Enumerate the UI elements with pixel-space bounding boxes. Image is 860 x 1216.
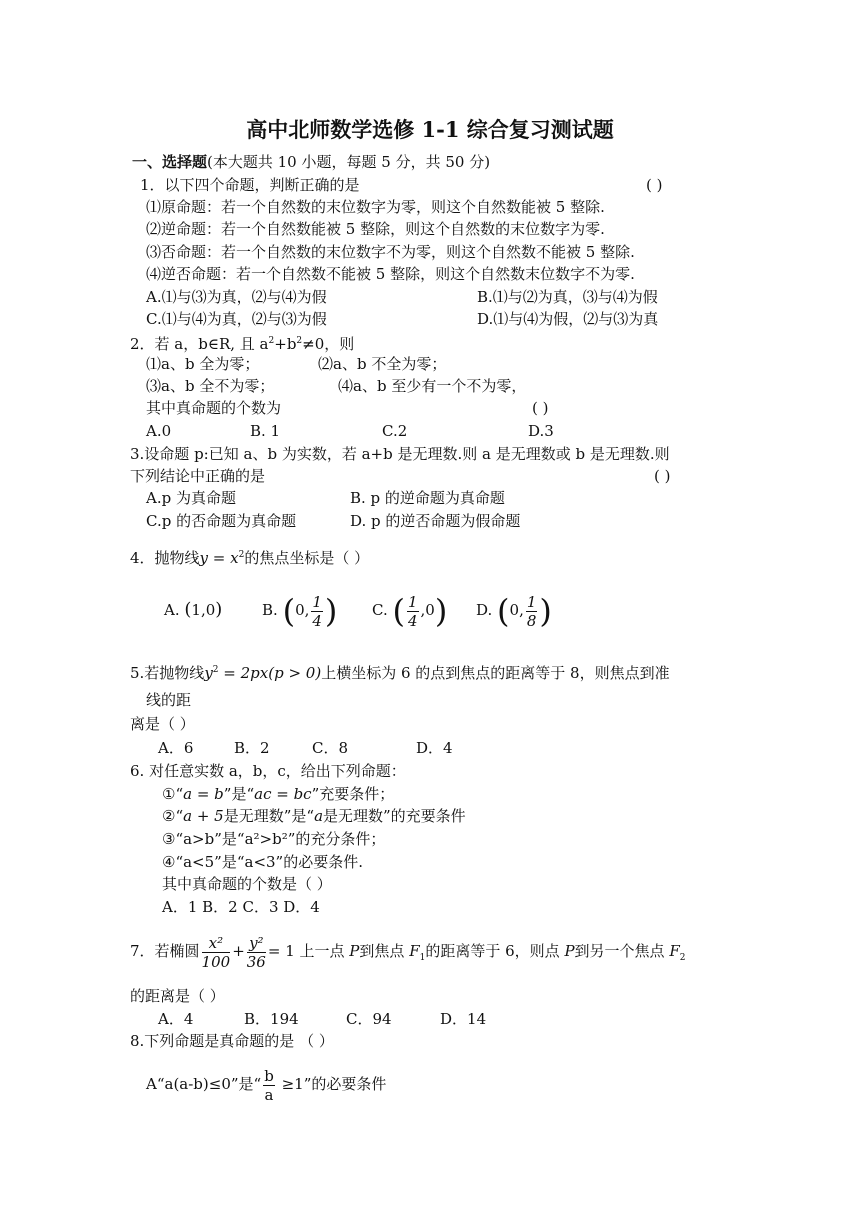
q5-pre: 5.若抛物线 <box>130 664 205 682</box>
q5-stem <box>130 660 670 683</box>
q4-d-den: 8 <box>526 611 537 630</box>
q7-point-p: P <box>349 942 360 960</box>
q6-i2-c: 是无理数”的充要条件 <box>323 807 466 825</box>
q8-a-post: ≥1”的必要条件 <box>276 1075 387 1093</box>
q5-sup: 2 <box>212 665 219 675</box>
q7-line-2: 的距离是（ ） <box>130 987 225 1005</box>
q6-stem: 6. 对任意实数 a，b，c，给出下列命题： <box>130 762 406 780</box>
q3-line-1: 3.设命题 p:已知 a、b 为实数，若 a+b 是无理数.则 a 是无理数或 b 是无理数.则 <box>130 445 670 463</box>
q2-sup-b: 2 <box>296 336 303 346</box>
q7-d1: 100 <box>201 952 231 971</box>
q6-i1-math2: ac = bc <box>254 785 312 803</box>
q5-eq-b: = 2px(p > 0) <box>218 664 322 682</box>
q6-i2-math2: a <box>314 807 324 825</box>
q7-fraction-x <box>202 934 231 971</box>
q7-focus-f2: F <box>669 942 680 960</box>
q1-item-1: ⑴原命题：若一个自然数的末位数字为零，则这个自然数能被 5 整除. <box>146 198 605 216</box>
section-label: 一、选择题 <box>132 153 208 171</box>
q4-option-b-label: B. <box>262 601 278 619</box>
q1-option-c: C.⑴与⑷为真，⑵与⑶为假 <box>146 310 327 328</box>
q4-option-a-value: 1,0 <box>191 601 216 619</box>
q3-line-2: 下列结论中正确的是 <box>130 467 266 485</box>
q6-i2-a: ②“ <box>162 807 184 825</box>
q4-stem <box>130 545 369 568</box>
q7-y2: y² <box>247 934 266 953</box>
q4-option-c-open: ( <box>392 592 405 630</box>
q6-item-4: ④“a<5”是“a<3”的必要条件. <box>162 853 363 871</box>
q5-option-a: A．6 <box>158 739 194 757</box>
q1-answer-paren: ( ) <box>646 176 663 194</box>
q4-option-c-fraction <box>407 593 419 630</box>
q4-option-d-close: ) <box>539 592 552 630</box>
q3-option-d: D. p 的逆否命题为假命题 <box>350 512 521 530</box>
q4-option-b-close: ) <box>324 592 338 630</box>
q2-stem <box>130 331 354 354</box>
q1-option-d: D.⑴与⑷为假，⑵与⑶为真 <box>477 310 659 328</box>
q5-option-b: B．2 <box>234 739 270 757</box>
q4-equation: y = x <box>199 549 239 567</box>
q7-point-p-2: P <box>564 942 575 960</box>
q4-option-a-close: ) <box>215 599 223 620</box>
q7-focus-f1: F <box>409 942 420 960</box>
q8-den: a <box>264 1085 274 1104</box>
q4-option-a-open: ( <box>184 599 192 620</box>
q7-stem: 7．若椭圆 $\frac{\text{x²}}{100}$ + $\frac{\text{y²}}{36}$ = 1 上一点 P到焦点 $F_1$的距离等于 6，则点 P到另一个焦点 $F_2$ <box>130 933 686 971</box>
q8-fraction <box>263 1067 275 1104</box>
q7-option-a: A．4 <box>158 1010 194 1028</box>
q6-item-1 <box>162 784 394 804</box>
q1-item-4: ⑷逆否命题：若一个自然数不能被 5 整除，则这个自然数末位数字不为零. <box>146 265 635 283</box>
q4-option-c <box>372 588 447 633</box>
q6-i1-math1: a = b <box>183 785 224 803</box>
q5-post: 上横坐标为 6 的点到焦点的距离等于 8，则焦点到准 <box>321 664 670 682</box>
q8-stem: 8.下列命题是真命题的是 （ ） <box>130 1032 334 1050</box>
q6-i1-a: ①“ <box>162 785 184 803</box>
q4-stem-a: 4．抛物线 <box>130 549 200 567</box>
q4-d-num: 1 <box>526 592 537 611</box>
q2-item-2: ⑵a、b 不全为零； <box>318 355 447 373</box>
q7-x2: x² <box>202 934 231 953</box>
q2-option-b: B. 1 <box>250 422 281 440</box>
q2-stem-b: +b <box>274 335 297 353</box>
q6-options: A．1 B．2 C．3 D．4 <box>162 898 320 916</box>
q7-sub-2: 2 <box>679 953 686 963</box>
q7-option-b: B．194 <box>244 1010 299 1028</box>
q3-option-c: C.p 的否命题为真命题 <box>146 512 297 530</box>
section-note: (本大题共 10 小题，每题 5 分，共 50 分) <box>207 153 491 171</box>
q6-ask: 其中真命题的个数是（ ） <box>162 875 332 893</box>
q2-stem-a: 2．若 a，b∈R, 且 a <box>130 335 269 353</box>
q4-option-c-label: C. <box>372 601 388 619</box>
q4-option-d <box>476 588 552 633</box>
q7-fraction-y <box>247 934 266 971</box>
q2-item-3: ⑶a、b 全不为零； <box>146 377 275 395</box>
q4-option-c-close: ) <box>434 592 448 630</box>
q4-b-den: 4 <box>312 611 322 630</box>
q5-option-c: C．8 <box>312 739 349 757</box>
q6-i2-b: 是无理数”是“ <box>223 807 315 825</box>
q4-sup: 2 <box>238 550 245 560</box>
q2-sup-a: 2 <box>268 336 275 346</box>
q7-option-d: D．14 <box>440 1010 487 1028</box>
q5-line-2: 线的距 <box>146 691 192 709</box>
q4-b-num: 1 <box>312 592 322 611</box>
q4-stem-b: 的焦点坐标是（ ） <box>244 549 370 567</box>
q7-d2: 36 <box>246 952 266 971</box>
q1-stem: 1．以下四个命题，判断正确的是 <box>140 176 360 194</box>
q4-option-d-pre: 0, <box>509 601 524 619</box>
q4-option-d-open: ( <box>497 592 510 630</box>
q2-stem-c: ≠0，则 <box>302 335 355 353</box>
q8-option-a <box>146 1062 386 1106</box>
q7-t2: 的距离等于 6，则点 <box>425 942 560 960</box>
q5-eq-a: y <box>204 664 213 682</box>
q4-option-b-fraction <box>311 593 323 630</box>
q4-option-a <box>164 600 222 620</box>
q8-num: b <box>264 1066 274 1085</box>
section-heading <box>132 152 490 172</box>
q4-option-b <box>262 588 337 633</box>
q4-c-den: 4 <box>407 611 418 630</box>
q2-option-a: A.0 <box>146 422 172 440</box>
q1-item-3: ⑶否命题：若一个自然数的末位数字不为零，则这个自然数不能被 5 整除. <box>146 243 635 261</box>
q6-i1-b: ”是“ <box>223 785 255 803</box>
q2-option-c: C.2 <box>382 422 408 440</box>
q6-i1-c: ”充要条件； <box>311 785 395 803</box>
q4-option-b-pre: 0, <box>295 601 310 619</box>
q7-pre: 7．若椭圆 <box>130 942 200 960</box>
q4-option-c-post: ,0 <box>420 601 435 619</box>
q2-option-d: D.3 <box>528 422 554 440</box>
q3-option-b: B. p 的逆命题为真命题 <box>350 489 505 507</box>
q5-line-3: 离是（ ） <box>130 715 195 733</box>
q8-a-pre: A“a(a-b)≤0”是“ <box>146 1075 262 1093</box>
q7-t1: 到焦点 <box>359 942 405 960</box>
q3-option-a: A.p 为真命题 <box>146 489 236 507</box>
q1-option-b: B.⑴与⑵为真，⑶与⑷为假 <box>477 288 658 306</box>
q7-mid: = 1 上一点 <box>267 942 345 960</box>
q7-sub-1: 1 <box>419 953 426 963</box>
page-title: 高中北师数学选修 1-1 综合复习测试题 <box>246 117 614 142</box>
q1-option-a: A.⑴与⑶为真，⑵与⑷为假 <box>146 288 327 306</box>
q6-item-2 <box>162 806 466 826</box>
q6-item-3: ③“a>b”是“a²>b²”的充分条件； <box>162 830 386 848</box>
q1-item-2: ⑵逆命题：若一个自然数能被 5 整除，则这个自然数的末位数字为零. <box>146 220 605 238</box>
q2-answer-paren: ( ) <box>532 399 549 417</box>
q2-item-1: ⑴a、b 全为零； <box>146 355 260 373</box>
q6-i2-math: a + 5 <box>183 807 224 825</box>
q2-ask: 其中真命题的个数为 <box>146 399 282 417</box>
q4-c-num: 1 <box>407 592 418 611</box>
q4-option-d-label: D. <box>476 601 493 619</box>
q4-option-a-label: A. <box>164 601 180 619</box>
q4-option-d-fraction <box>526 593 538 630</box>
q7-option-c: C．94 <box>346 1010 392 1028</box>
q5-option-d: D．4 <box>416 739 453 757</box>
q7-t3: 到另一个焦点 <box>574 942 665 960</box>
q4-option-b-open: ( <box>282 592 296 630</box>
q2-item-4: ⑷a、b 至少有一个不为零， <box>338 377 527 395</box>
q3-answer-paren: ( ) <box>654 467 671 485</box>
